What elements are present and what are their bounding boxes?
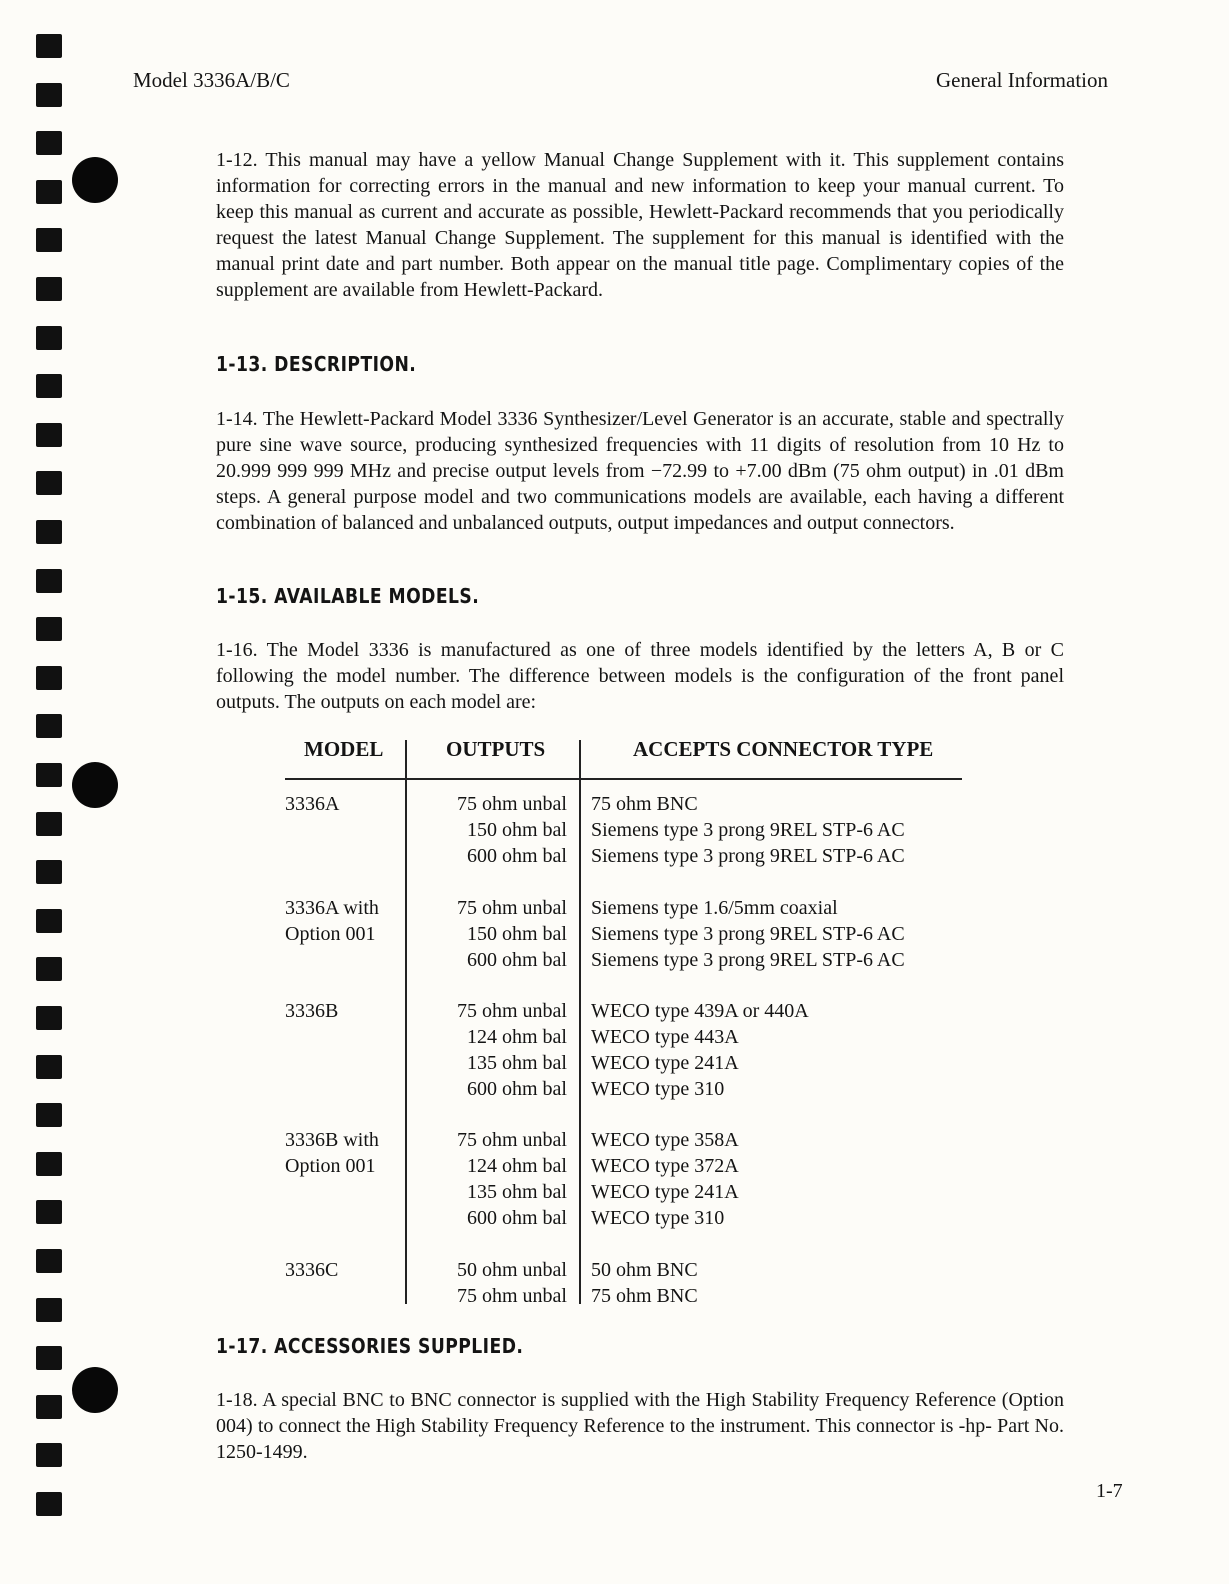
binding-square: [36, 228, 62, 252]
binding-square: [36, 1055, 62, 1079]
table-cell-connector: WECO type 310: [591, 1078, 725, 1100]
table-cell-model: 3336A with: [285, 897, 379, 919]
binding-square: [36, 763, 62, 787]
table-cell-output: 600 ohm bal: [467, 1207, 567, 1229]
table-cell-model: 3336A: [285, 793, 340, 815]
table-cell-model: 3336B with: [285, 1129, 379, 1151]
binding-square: [36, 569, 62, 593]
table-cell-connector: 75 ohm BNC: [591, 793, 698, 815]
table-cell-connector: WECO type 241A: [591, 1052, 739, 1074]
table-cell-output: 124 ohm bal: [467, 1026, 567, 1048]
binding-square: [36, 180, 62, 204]
paragraph-1-16: 1-16. The Model 3336 is manufactured as one of three models identified by the letters A, B or C following the model number. The difference between models is the configuration of the front panel outputs. The outputs on each model are:: [216, 639, 1064, 713]
punch-hole: [72, 1367, 118, 1413]
table-cell-output: 135 ohm bal: [467, 1181, 567, 1203]
column-header-model: MODEL: [304, 737, 384, 761]
binding-square: [36, 909, 62, 933]
table-cell-connector: Siemens type 3 prong 9REL STP-6 AC: [591, 819, 905, 841]
table-cell-output: 75 ohm unbal: [457, 1129, 567, 1151]
binding-square: [36, 666, 62, 690]
header-section: General Information: [936, 68, 1109, 92]
paragraph-1-18: 1-18. A special BNC to BNC connector is supplied with the High Stability Frequency Reference (Option 004) to connect the High Stability Frequency Reference to the instrument. This connector is -hp- Part No. 1250-1499.: [216, 1389, 1064, 1463]
binding-square: [36, 471, 62, 495]
binding-square: [36, 1103, 62, 1127]
table-cell-output: 75 ohm unbal: [457, 1285, 567, 1307]
table-cell-connector: 50 ohm BNC: [591, 1259, 698, 1281]
table-cell-output: 600 ohm bal: [467, 845, 567, 867]
paragraph-1-12: 1-12. This manual may have a yellow Manual Change Supplement with it. This supplement contains information for correcting errors in the manual and new information to keep your manual current. To keep this manual as current and accurate as possible, Hewlett-Packard recommends that you periodically request the latest Manual Change Supplement. The supplement for this manual is identified with the manual print date and part number. Both appear on the manual title page. Complimentary copies of the supplement are available from Hewlett-Packard.: [216, 149, 1064, 301]
table-cell-model: Option 001: [285, 923, 376, 945]
table-cell-output: 75 ohm unbal: [457, 1000, 567, 1022]
binding-square: [36, 617, 62, 641]
table-column-divider: [579, 740, 581, 1304]
table-cell-model: 3336C: [285, 1259, 339, 1281]
table-cell-output: 150 ohm bal: [467, 819, 567, 841]
binding-square: [36, 131, 62, 155]
binding-square: [36, 1443, 62, 1467]
binding-square: [36, 1152, 62, 1176]
table-cell-output: 124 ohm bal: [467, 1155, 567, 1177]
binding-square: [36, 1200, 62, 1224]
table-cell-output: 135 ohm bal: [467, 1052, 567, 1074]
binding-square: [36, 1298, 62, 1322]
paragraph-1-14: 1-14. The Hewlett-Packard Model 3336 Synthesizer/Level Generator is an accurate, stable and spectrally pure sine wave source, producing synthesized frequencies with 11 digits of resolution from 10 Hz to 20.999 999 999 MHz and precise output levels from −72.99 to +7.00 dBm (75 ohm output) in .01 dBm steps. A general purpose model and two communications models are available, each having a different combination of balanced and unbalanced outputs, output impedances and output connectors.: [216, 408, 1064, 534]
table-cell-connector: Siemens type 3 prong 9REL STP-6 AC: [591, 845, 905, 867]
table-cell-output: 600 ohm bal: [467, 949, 567, 971]
binding-square: [36, 1492, 62, 1516]
table-cell-output: 50 ohm unbal: [457, 1259, 567, 1281]
binding-square: [36, 34, 62, 58]
heading-description: 1-13. DESCRIPTION.: [216, 352, 417, 376]
table-cell-connector: WECO type 443A: [591, 1026, 739, 1048]
table-cell-connector: Siemens type 3 prong 9REL STP-6 AC: [591, 923, 905, 945]
binding-square: [36, 860, 62, 884]
table-column-divider: [405, 740, 407, 1304]
binding-square: [36, 957, 62, 981]
binding-square: [36, 520, 62, 544]
binding-square: [36, 1395, 62, 1419]
table-cell-connector: 75 ohm BNC: [591, 1285, 698, 1307]
binding-square: [36, 1006, 62, 1030]
heading-accessories-supplied: 1-17. ACCESSORIES SUPPLIED.: [216, 1334, 524, 1358]
page-number: 1-7: [1096, 1480, 1123, 1502]
table-cell-connector: WECO type 372A: [591, 1155, 739, 1177]
binding-square: [36, 1249, 62, 1273]
table-cell-output: 75 ohm unbal: [457, 793, 567, 815]
table-cell-connector: WECO type 241A: [591, 1181, 739, 1203]
punch-hole: [72, 762, 118, 808]
binding-square: [36, 326, 62, 350]
table-cell-output: 75 ohm unbal: [457, 897, 567, 919]
binding-square: [36, 714, 62, 738]
column-header-connector: ACCEPTS CONNECTOR TYPE: [633, 737, 934, 761]
table-header-rule: [285, 778, 962, 780]
header-model: Model 3336A/B/C: [133, 68, 290, 92]
binding-square: [36, 83, 62, 107]
binding-square: [36, 374, 62, 398]
binding-square: [36, 277, 62, 301]
table-cell-connector: Siemens type 1.6/5mm coaxial: [591, 897, 838, 919]
binding-square: [36, 423, 62, 447]
column-header-outputs: OUTPUTS: [446, 737, 546, 761]
table-cell-model: Option 001: [285, 1155, 376, 1177]
table-cell-model: 3336B: [285, 1000, 339, 1022]
table-cell-connector: WECO type 310: [591, 1207, 725, 1229]
table-cell-connector: WECO type 439A or 440A: [591, 1000, 809, 1022]
table-cell-connector: WECO type 358A: [591, 1129, 739, 1151]
binding-edge: [0, 0, 70, 1584]
punch-hole: [72, 157, 118, 203]
heading-available-models: 1-15. AVAILABLE MODELS.: [216, 584, 480, 608]
table-cell-output: 600 ohm bal: [467, 1078, 567, 1100]
table-cell-connector: Siemens type 3 prong 9REL STP-6 AC: [591, 949, 905, 971]
table-cell-output: 150 ohm bal: [467, 923, 567, 945]
binding-square: [36, 812, 62, 836]
binding-square: [36, 1346, 62, 1370]
